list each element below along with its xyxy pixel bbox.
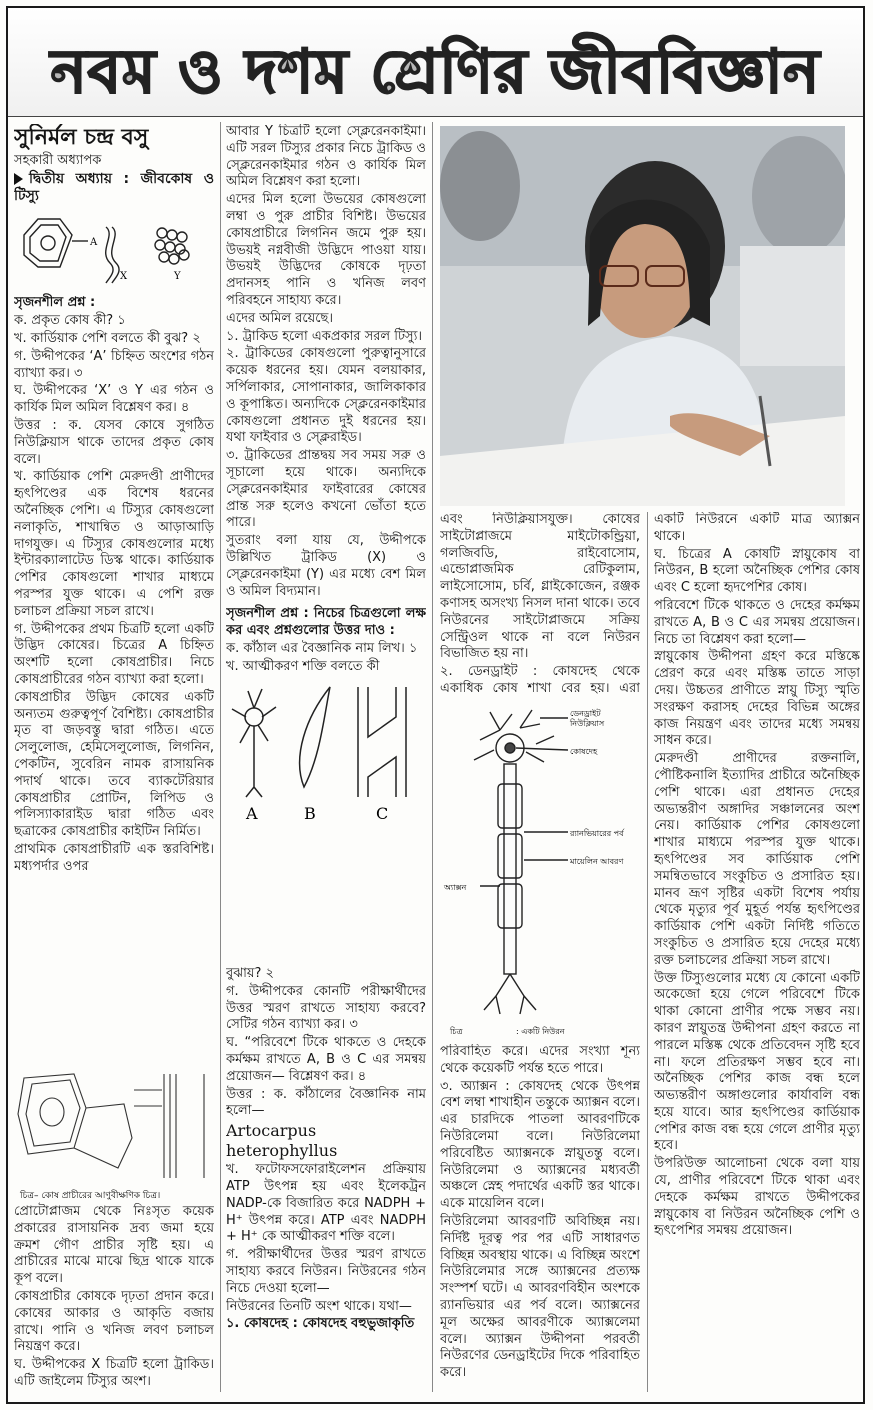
paragraph: একটি নিউরনে একটি মাত্র অ্যাক্সন থাকে। — [654, 512, 860, 544]
paragraph: ঘ. “পরিবেশে টিকে থাকতে ও দেহকে কর্মক্ষম রাখতে A, B ও C এর সমন্বয় প্রয়োজন— বিশ্লেষণ কর। ৪ — [226, 1035, 426, 1084]
paragraph: স্নায়ুকোষ উদ্দীপনা গ্রহণ করে মস্তিষ্কে প্রেরণ করে এবং মস্তিষ্ক তাতে সাড়া দেয়। উচ্চতর প্রাণীতে স্নায়ু টিস্যু স্মৃতি সংরক্ষণ করাসহ দেহের বিভিন্ন অঙ্গের কাজ নিয়ন্ত্রণ এবং তাদের মধ্যে সমন্বয় সাধন করে। — [654, 649, 860, 749]
question-heading: সৃজনশীল প্রশ্ন : — [14, 295, 96, 311]
paragraph: প্রাথমিক কোষপ্রাচীরটি এক স্তরবিশিষ্ট। মধ্যপর্দার ওপর — [14, 841, 214, 874]
cardiac-muscle-sketch — [358, 687, 406, 797]
paragraph: গ. উদ্দীপকের প্রথম চিত্রটি হলো একটি উদ্ভিদ কোষের। চিত্রের A চিহ্নিত অংশটি হলো কোষপ্রাচীর। নিচে কোষপ্রাচীরের গঠন ব্যাখ্যা করা হলো। — [14, 621, 214, 687]
sclerenchyma-shape — [155, 228, 189, 264]
plant-cell-shape — [24, 219, 72, 267]
label-cell-body: কোষদেহ — [570, 747, 598, 756]
paragraph: সুতরাং বলা যায় যে, উদ্দীপকে উল্লিখিত ট্রাকিড (X) ও স্ক্লেরেনকাইমা (Y) এর মধ্যে বেশ মিল ও অমিল বিদ্যমান। — [226, 533, 426, 599]
paragraph: খ. কার্ডিয়াক পেশি মেরুদণ্ডী প্রাণীদের হৃৎপিণ্ডের এক বিশেষ ধরনের অনৈচ্ছিক পেশি। এ টিস্যুর কোষগুলো নলাকৃতি, শাখান্বিত ও আড়াআড়ি দাগযুক্ত। এ টিস্যুর কোষগুলোর মধ্যে ইন্টারক্যালাটেড ডিস্ক থাকে। কার্ডিয়াক পেশির কোষগুলো শাখার মাধ্যমে পরস্পর যুক্ত থাকে। এ পেশি রক্ত চলাচল প্রক্রিয়া সচল রাখে। — [14, 469, 214, 619]
paragraph: এদের অমিল রয়েছে। — [226, 310, 334, 326]
neuron-figure — [440, 700, 640, 1040]
paragraph: উপরিউক্ত আলোচনা থেকে বলা যায় যে, প্রাণীর পরিবেশে টিকে থাকা এবং দেহকে কর্মক্ষম রাখতে উদ্দীপকের স্নায়ুকোষ বা নিউরন অনৈচ্ছিক পেশি ও হৃৎপেশির সমন্বয় প্রয়োজন। — [654, 1156, 860, 1239]
author-role: সহকারী অধ্যাপক — [14, 153, 102, 168]
paragraph: পরিবাহিত করে। এদের সংখ্যা শূন্য থেকে কয়েকটি পর্যন্ত হতে পারে। — [440, 1044, 640, 1076]
paragraph: ২. ট্রাকিডের কোষগুলো পুরুত্বানুসারে কয়েক ধরনের হয়। যেমন বলয়াকার, সর্পিলাকার, সোপানাকার, জালিকাকার ও কূপাঙ্কিত। অন্যদিকে স্ক্লেরেনকাইমার কোষগুলো প্রধানত দুই ধরনের হয়। যথা ফাইবার ও স্ক্লেরাইড। — [226, 346, 426, 446]
paragraph: গ. উদ্দীপকের কোনটি পরীক্ষার্থীদের উত্তর স্মরণ রাখতে সাহায্য করবে? সেটির গঠন ব্যাখ্যা কর। ৩ — [226, 983, 426, 1033]
paragraph: গ. উদ্দীপকের ‘A’ চিহ্নিত অংশের গঠন ব্যাখ্যা কর। ৩ — [14, 348, 214, 381]
question-heading: সৃজনশীল প্রশ্ন : নিচের চিত্রগুলো লক্ষ কর এবং প্রশ্নগুলোর উত্তর দাও : — [226, 606, 426, 639]
fig-label-a: A — [246, 803, 258, 823]
paragraph: ঘ. উদ্দীপকের ‘X’ ও Y এর গঠন ও কার্যিক মিল অমিল বিশ্লেষণ কর। ৪ — [14, 383, 214, 416]
paragraph: নিউরিলেমা আবরণটি অবিচ্ছিন্ন নয়। নির্দিষ্ট দূরত্ব পর পর এটি সাধারণত বিচ্ছিন্ন অবস্থায় থাকে। এ বিচ্ছিন্ন অংশে নিউরিলেমার সঙ্গে অ্যাক্সনের প্রত্যক্ষ সংস্পর্শ ঘটে। এ আবরণবিহীন অংশকে র‍্যানভিয়ার এর পর্ব বলে। অ্যাক্সনের মূল অক্ষের আবরণীকে অ্যাক্সলেমা বলে। অ্যাক্সন উদ্দীপনা পরবর্তী নিউরণের ডেনড্রাইটের দিকে পরিবাহিত করে। — [440, 1213, 640, 1381]
column-4 — [654, 512, 860, 1400]
column-rule — [647, 512, 648, 1392]
cell-figure — [14, 205, 214, 295]
paragraph: এদের মিল হলো উভয়ের কোষগুলো লম্বা ও পুরু প্রাচীর বিশিষ্ট। উভয়ের কোষপ্রাচীরে লিগনিন জমে পুরু হয়। উভয়ই নগ্নবীজী উদ্ভিদে পাওয়া যায়। উভয়ই উদ্ভিদের কোষকে দৃঢ়তা প্রদানসহ পানি ও খনিজ লবণ পরিবহনে সাহায্য করে। — [226, 192, 426, 308]
paragraph: ৩. অ্যাক্সন : কোষদেহ থেকে উৎপন্ন বেশ লম্বা শাখাহীন তন্তুকে অ্যাক্সন বলে। এর চারদিকে পাতলা আবরণটিকে নিউরিলেমা বলে। নিউরিলেমা পরিবেষ্টিত অ্যাক্সনকে স্নায়ুতন্তু বলে। নিউরিলেমা ও অ্যাক্সনের মধ্যবর্তী অঞ্চলে স্নেহ পদার্থের একটি স্তর থাকে। একে মায়েলিন বলে। — [440, 1078, 640, 1212]
fig-label-a: A — [90, 237, 98, 249]
paragraph: এবং নিউক্লিয়াসযুক্ত। কোষের সাইটোপ্লাজমে মাইটোকন্ড্রিয়া, গলজিবডি, রাইবোসোম, এন্ডোপ্লাজমিক রেটিকুলাম, লাইসোসোম, চর্বি, গ্লাইকোজেন, রঞ্জক কণাসহ অসংখ্য নিসল দানা থাকে। তবে নিউরনের সাইটোপ্লাজমে সক্রিয় সেন্ট্রিওল থাকে না বলে নিউরন বিভাজিত হয় না। — [440, 512, 640, 662]
cells-abc-figure — [226, 677, 426, 827]
column-3 — [440, 512, 640, 696]
paragraph: কোষপ্রাচীর উদ্ভিদ কোষের একটি অন্যতম গুরুত্বপূর্ণ বৈশিষ্ট্য। কোষপ্রাচীর মৃত বা জড়বস্তু দ্বারা গঠিত। এতে সেলুলোজ, হেমিসেলুলোজ, লিগনিন, পেকটিন, সুবেরিন নামক রাসায়নিক পদার্থ থাকে। তবে ব্যাকটেরিয়ার কোষপ্রাচীর প্রোটিন, লিপিড ও পলিস্যাকারাইড দ্বারা গঠিত এবং ছত্রাকের কোষপ্রাচীর কাইটিন নির্মিত। — [14, 689, 214, 840]
paragraph: ক. প্রকৃত কোষ কী? ১ — [14, 313, 126, 329]
fig-label-y: Y — [174, 271, 181, 283]
figure-caption-right: : একটি নিউরন — [516, 1027, 565, 1036]
label-node-ranvier: র‍্যানভিয়ারের পর্ব — [570, 829, 624, 838]
paragraph: প্রোটোপ্লাজম থেকে নিঃসৃত কয়েক প্রকারের রাসায়নিক দ্রব্য জমা হয়ে ক্রমশ গৌণ প্রাচীর সৃষ্টি হয়। এ প্রাচীরের মাঝে মাঝে ছিদ্র থাকে যাকে কূপ বলে। — [14, 1204, 214, 1287]
neuron-sketch — [232, 689, 276, 797]
paragraph: উক্ত টিস্যুগুলোর মধ্যে যে কোনো একটি অকেজো হয়ে গেলে পরিবেশে টিকে থাকা কোনো প্রাণীর পক্ষে সম্ভব নয়। কারণ স্নায়ুতন্ত্র উদ্দীপনা গ্রহণ করতে না পারলে মস্তিষ্ক থেকে প্রতিবেদন সৃষ্টি হবে না। ফলে প্রতিরক্ষণ সম্ভব হবে না। অনৈচ্ছিক পেশির কাজ বন্ধ হলে অভ্যন্তরীণ অঙ্গাগুলোর কার্যাবলি বন্ধ হয়ে যাবে। আর হৃৎপিণ্ডের কার্ডিয়াক পেশির কাজ বন্ধ হয়ে গেলে প্রাণীর মৃত্যু হবে। — [654, 970, 860, 1154]
scientific-name: Artocarpus heterophyllus — [226, 1121, 338, 1161]
paragraph: মেরুদণ্ডী প্রাণীদের রক্তনালি, পৌষ্টিকনালি ইত্যাদির প্রাচীরে অনৈচ্ছিক পেশি থাকে। এরা প্রধানত দেহের অভ্যন্তরীণ অঙ্গাদির সঞ্চালনের অংশ নেয়। কার্ডিয়াক পেশির কোষগুলো শাখার মাধ্যমে পরস্পর যুক্ত থাকে। হৃৎপিণ্ডের সব কার্ডিয়াক পেশি সমন্বিতভাবে সংকুচিত ও প্রসারিত হয়। মানব ভ্রূণ সৃষ্টির একটা বিশেষ পর্যায় থেকে মৃত্যুর পূর্ব মুহূর্ত পর্যন্ত হৃৎপিণ্ডের কার্ডিয়াক পেশি একটা নির্দিষ্ট গতিতে সংকুচিত ও প্রসারিত হয়ে দেহের মধ্যে রক্ত চলাচলের প্রক্রিয়া সচল রাখে। — [654, 751, 860, 968]
paragraph: ঘ. চিত্রের A কোষটি স্নায়ুকোষ বা নিউরন, B হলো অনৈচ্ছিক পেশির কোষ এবং C হলো হৃদপেশির কোষ। — [654, 546, 860, 596]
column-2-bottom — [226, 966, 426, 1396]
paragraph: খ. ফটোফসফোরাইলেশন প্রক্রিয়ায় ATP উৎপন্ন হয় এবং ইলেকট্রন NADP-কে বিজারিত করে NADPH + H⁺ উৎপন্ন করে। ATP এবং NADPH + H⁺ কে আত্মীকরণ শক্তি বলে। — [226, 1162, 426, 1245]
student-photo-illustration — [440, 126, 845, 506]
student-photo — [440, 126, 845, 506]
label-nucleus: নিউক্লিয়াস — [570, 719, 605, 728]
paragraph: খ. আত্মীকরণ শক্তি বলতে কী — [226, 658, 380, 674]
column-rule — [220, 122, 221, 1392]
paragraph: খ. কার্ডিয়াক পেশি বলতে কী বুঝ? ২ — [14, 330, 201, 346]
figure-caption-left: চিত্র — [450, 1027, 463, 1036]
column-3-bottom — [440, 1044, 640, 1398]
smooth-muscle-sketch — [300, 687, 330, 787]
figure-caption: চিত্র– কোষ প্রাচীরের আণুবীক্ষণিক চিত্র। — [20, 1191, 161, 1201]
paragraph: ১. কোষদেহ : কোষদেহ বহুভুজাকৃতি — [226, 1316, 415, 1332]
title-banner — [8, 8, 863, 117]
label-myelin: মায়েলিন আবরণ — [570, 857, 624, 866]
triangle-right-icon — [14, 173, 23, 185]
column-2 — [226, 124, 426, 964]
paragraph: পরিবেশে টিকে থাকতে ও দেহের কর্মক্ষম রাখতে A, B ও C এর সমন্বয় প্রয়োজন। নিচে তা বিশ্লেষণ করা হলো— — [654, 597, 860, 647]
page-title: নবম ও দশম শ্রেণির জীববিজ্ঞান — [50, 37, 821, 107]
paragraph: ২. ডেনড্রাইট : কোষদেহ থেকে একাধিক কোষ শাখা বের হয়। এরা — [440, 664, 640, 696]
paragraph: নিউরনের তিনটি অংশ থাকে। যথা— — [226, 1298, 412, 1314]
fig-label-c: C — [376, 803, 389, 823]
fig-label-x: X — [120, 271, 128, 283]
label-axon: অ্যাক্সন — [444, 883, 467, 892]
column-rule — [432, 122, 433, 1392]
paragraph: ঘ. উদ্দীপকের X চিত্রটি হলো ট্রাকিড। এটি জাইলেম টিস্যুর অংশ। — [14, 1357, 214, 1389]
paragraph: উত্তর : ক. কাঁঠালের বৈজ্ঞানিক নাম হলো— — [226, 1086, 426, 1119]
paragraph: গ. পরীক্ষার্থীদের উত্তর স্মরণ রাখতে সাহায্য করবে নিউরন। নিউরনের গঠন নিচে দেওয়া হলো— — [226, 1247, 426, 1296]
paragraph: বুঝায়? ২ — [226, 966, 274, 981]
column-1-bottom — [14, 1068, 214, 1398]
paragraph: ৩. ট্রাকিডের প্রান্তদ্বয় সব সময় সরু ও সূচালো হয়ে থাকে। অন্যদিকে স্ক্লেরেনকাইমার ফাইবারের কোষের প্রান্ত সরু হলেও কখনো ভোঁতা হতে পারে। — [226, 448, 426, 531]
paragraph: ১. ট্রাকিড হলো একপ্রকার সরল টিস্যু। — [226, 328, 423, 344]
author-name: সুনির্মল চন্দ্র বসু — [14, 125, 149, 150]
fig-label-b: B — [304, 803, 316, 823]
cell-wall-figure — [14, 1068, 214, 1204]
paragraph: উত্তর : ক. যেসব কোষে সুগঠিত নিউক্লিয়াস থাকে তাদের প্রকৃত কোষ বলে। — [14, 417, 214, 467]
column-1 — [14, 124, 214, 1064]
paragraph: কোষপ্রাচীর কোষকে দৃঢ়তা প্রদান করে। কোষের আকার ও আকৃতি বজায় রাখে। পানি ও খনিজ লবণ চলাচল নিয়ন্ত্রণ করে। — [14, 1288, 214, 1355]
label-dendrite: ডেনড্রাইট — [570, 709, 601, 718]
paragraph: আবার Y চিত্রটি হলো স্ক্লেরেনকাইমা। এটি সরল টিস্যুর প্রকার নিচে ট্রাকিড ও স্ক্লেরেনকাইমার গঠন ও কার্যিক মিল অমিল বিশ্লেষণ করা হলো। — [226, 124, 426, 190]
chapter-heading: দ্বিতীয় অধ্যায় : জীবকোষ ও টিস্যু — [14, 170, 214, 204]
paragraph: ক. কাঁঠাল এর বৈজ্ঞানিক নাম লিখ। ১ — [226, 640, 418, 656]
